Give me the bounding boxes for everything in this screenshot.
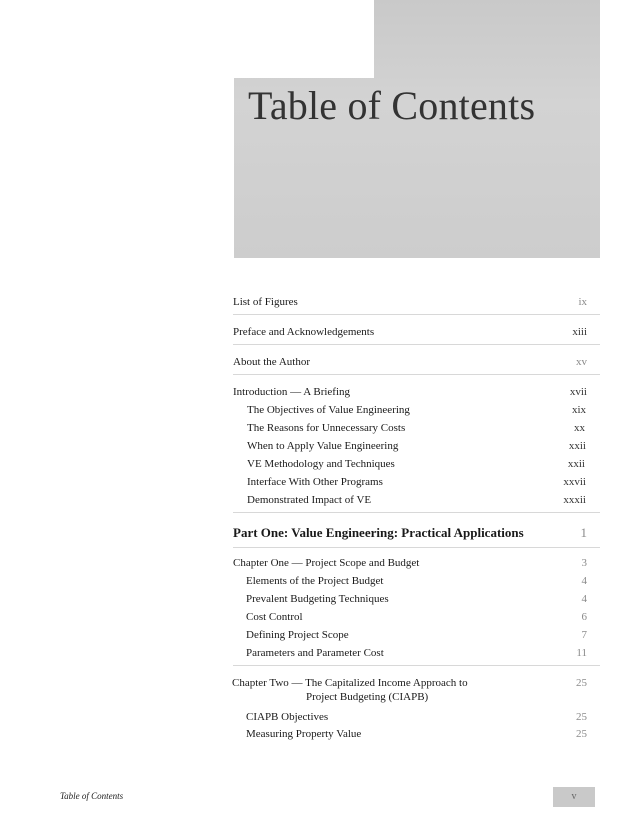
toc-entry[interactable] [232,677,587,689]
toc-entry-label: Part One: Value Engineering: Practical Applications [233,525,524,540]
toc-entry-label: Demonstrated Impact of VE [247,494,372,506]
toc-entry-label: Chapter Two — The Capitalized Income Approach to [232,677,468,689]
toc-entry[interactable] [233,296,587,308]
toc-entry-label: Chapter One — Project Scope and Budget [233,557,420,569]
toc-entry-label: Interface With Other Programs [247,476,383,488]
toc-entry-label: About the Author [233,356,310,368]
toc-entry-page: xvii [569,386,587,398]
toc-entry[interactable] [246,593,587,605]
divider [233,547,600,548]
toc-entry[interactable] [247,422,585,434]
divider [233,665,600,666]
toc-entry-label: List of Figures [233,296,298,308]
toc-entry-page: 11 [576,647,587,659]
toc-entry-page: 1 [580,525,587,540]
toc-entry[interactable] [246,575,587,587]
toc-entry-label: Measuring Property Value [246,728,362,740]
toc-entry-label: Prevalent Budgeting Techniques [246,593,389,605]
toc-entry-page: xix [571,404,586,416]
toc-entry-label: Parameters and Parameter Cost [246,647,384,659]
divider [233,344,600,345]
toc-entry[interactable] [233,356,587,368]
toc-entry-page: 4 [581,593,587,605]
toc-entry-page: 3 [581,557,587,569]
toc-entry-page: xxxii [563,494,586,506]
toc-entry-page: 4 [581,575,587,587]
toc-entry[interactable] [233,557,587,569]
toc-entry-page: 7 [581,629,587,641]
toc-entry[interactable] [246,711,587,723]
toc-entry-page: 25 [576,711,587,723]
toc-entry-label: When to Apply Value Engineering [247,440,399,452]
toc-entry-continuation [306,691,506,703]
toc-entry[interactable] [247,494,586,506]
toc-entry-label: Defining Project Scope [246,629,349,641]
toc-entry-page: xiii [572,326,587,338]
toc-entry-label: Preface and Acknowledgements [233,326,375,338]
toc-entry[interactable] [247,404,586,416]
divider [233,374,600,375]
toc-entry[interactable] [233,326,587,338]
toc-entry[interactable] [233,386,587,398]
toc-entry-page: ix [578,296,587,308]
toc-entry-page: xv [576,356,587,368]
footer-page-number: v [553,787,595,807]
footer-running-title: Table of Contents [60,791,124,801]
toc-entry[interactable] [247,476,586,488]
page-title: Table of Contents [248,83,536,128]
toc-entry[interactable] [247,458,585,470]
toc-entry[interactable] [246,728,587,740]
toc-entry-page: xxii [567,458,585,470]
toc-entry-page: xxvii [563,476,586,488]
toc-entry-label: VE Methodology and Techniques [247,458,395,470]
toc-entry-label: The Objectives of Value Engineering [247,404,410,416]
divider [233,512,600,513]
toc-entry-page: xxii [568,440,586,452]
toc-entry-label: Introduction — A Briefing [233,386,351,398]
toc-entry-label: CIAPB Objectives [246,711,329,723]
toc-entry[interactable] [246,611,587,623]
toc-entry[interactable] [246,629,587,641]
toc-entry[interactable] [246,647,587,659]
toc-entry-label: The Reasons for Unnecessary Costs [247,422,406,434]
toc-entry[interactable] [247,440,586,452]
toc-entry-label: Elements of the Project Budget [246,575,384,587]
toc-part-heading[interactable] [233,525,587,541]
toc-entry-label: Cost Control [246,611,303,623]
toc-entry-page: 6 [581,611,587,623]
toc-entry-page: xx [574,422,585,434]
toc-entry-page: 25 [576,677,587,689]
divider [233,314,600,315]
toc-entry-label: Project Budgeting (CIAPB) [306,691,429,703]
toc-entry-page: 25 [576,728,587,740]
